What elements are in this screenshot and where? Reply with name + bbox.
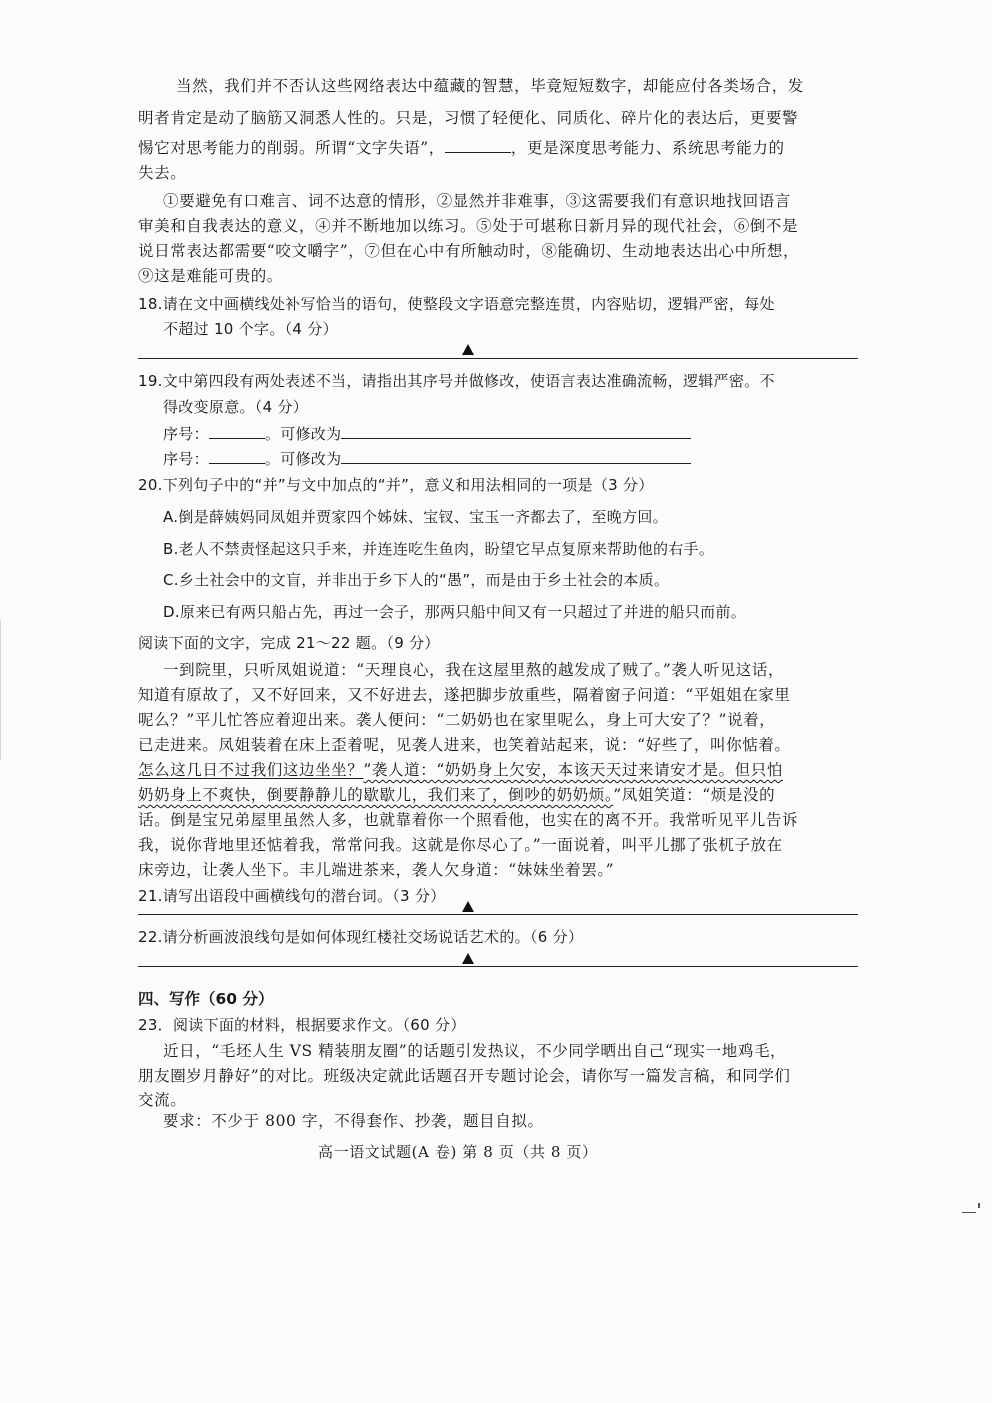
- underlined-sentence: 怎么这几日不过我们这边坐坐？: [138, 761, 364, 779]
- reading-line: 一到院里，只听凤姐说道：“天理良心，我在这屋里熬的越发成了贼了。”袭人听见这话，: [163, 661, 785, 679]
- wavy-sentence: ”袭人道：“奶奶身上欠安，本该天天过来请安才是。但只怕: [363, 761, 783, 779]
- question-18-points: 不超过 10 个字。（4 分）: [163, 320, 338, 338]
- passage-line: ⑨这是难能可贵的。: [138, 267, 283, 285]
- reading-line: 话。倒是宝兄弟屋里虽然人多，也就靠着你一个照看他，也实在的离不开。我常听见平儿告诉: [138, 811, 799, 829]
- passage-line: 审美和自我表达的意义，④并不断地加以练习。⑤处于可堪称日新月异的现代社会，⑥倒不是: [138, 217, 799, 235]
- answer-row: 序号： 。可修改为: [163, 423, 691, 445]
- reading-line: 呢么？”平儿忙答应着迎出来。袭人便问：“二奶奶也在家里呢么，身上可大安了？”说着，: [138, 711, 776, 729]
- question-21: 21.请写出语段中画横线句的潜台词。（3 分）: [138, 887, 446, 905]
- reading-line: 我，说你背地里还惦着我，常常问我。这就是你尽心了。”一面说着，叫平儿挪了张杌子放在: [138, 836, 783, 854]
- section-heading: 四、写作（60 分）: [138, 990, 274, 1008]
- answer-marker-icon: [462, 344, 474, 355]
- answer-line: [138, 358, 858, 359]
- fill-blank: [445, 138, 511, 153]
- answer-line: [138, 966, 858, 967]
- page-footer: 高一语文试题(A 卷) 第 8 页（共 8 页）: [318, 1143, 598, 1161]
- question-19: 19.文中第四段有两处表述不当，请指出其序号并做修改，使语言表达准确流畅，逻辑严密。不: [138, 372, 775, 390]
- option-d: D.原来已有两只船占先，再过一会子，那两只船中间又有一只超过了并进的船只而前。: [163, 603, 747, 621]
- passage-line: 当然，我们并不否认这些网络表达中蕴藏的智慧，毕竟短短数字，却能应付各类场合，发: [176, 77, 804, 95]
- answer-line: [138, 914, 858, 915]
- material-line: 朋友圈岁月静好”的对比。班级决定就此话题召开专题讨论会，请你写一篇发言稿，和同学们: [138, 1067, 791, 1085]
- answer-marker-icon: [462, 901, 474, 912]
- answer-row: 序号： 。可修改为: [163, 448, 691, 470]
- passage-line: ①要避免有口难言、词不达意的情形，②显然并非难事，③这需要我们有意识地找回语言: [163, 192, 791, 210]
- scan-edge: [0, 620, 1, 760]
- passage-line: 说日常表达都需要“咬文嚼字”，⑦但在心中有所触动时，⑧能确切、生动地表达出心中所想，: [138, 242, 800, 260]
- reading-line: 知道有原故了，又不好回来，又不好进去，遂把脚步放重些，隔着窗子问道：“平姐姐在家里: [138, 686, 791, 704]
- option-a: A.倒是薛姨妈同凤姐并贾家四个姊妹、宝钗、宝玉一齐都去了，至晚方回。: [163, 508, 668, 526]
- fill-blank: [209, 449, 265, 464]
- passage-line: 明者肯定是动了脑筋又洞悉人性的。只是，习惯了轻便化、同质化、碎片化的表达后，更要警: [138, 109, 799, 127]
- fill-blank: [341, 424, 691, 439]
- question-18: 18.请在文中画横线处补写恰当的语句，使整段文字语意完整连贯，内容贴切，逻辑严密，每处: [138, 295, 775, 313]
- reading-line: 已走进来。凤姐装着在床上歪着呢，见袭人进来，也笑着站起来，说：“好些了，叫你惦着。: [138, 736, 791, 754]
- reading-line: [138, 759, 783, 781]
- question-23: 23．阅读下面的材料，根据要求作文。（60 分）: [138, 1016, 466, 1034]
- material-line: 近日，“毛坯人生 VS 精装朋友圈”的话题引发热议，不少同学晒出自己“现实一地鸡毛，: [163, 1042, 787, 1060]
- wavy-sentence: 奶奶身上不爽快，倒要静静儿的歇歇儿，我们来了，倒吵的奶奶烦。: [138, 786, 614, 804]
- reading-line: 奶奶身上不爽快，倒要静静儿的歇歇儿，我们来了，倒吵的奶奶烦。”凤姐笑道：“烦是没的: [138, 786, 776, 804]
- option-c: C.乡土社会中的文盲，并非出于乡下人的“愚”，而是由于乡土社会的本质。: [163, 571, 670, 589]
- scan-mark: [962, 1212, 976, 1213]
- scan-mark: [978, 1203, 980, 1208]
- fill-blank: [209, 424, 265, 439]
- question-22: 22.请分析画波浪线句是如何体现红楼社交场说话艺术的。（6 分）: [138, 928, 584, 946]
- question-20: 20.下列句子中的“并”与文中加点的“并”，意义和用法相同的一项是（3 分）: [138, 476, 654, 494]
- answer-marker-icon: [462, 953, 474, 964]
- reading-line: 床旁边，让袭人坐下。丰儿端进茶来，袭人欠身道：“妹妹坐着罢。”: [138, 861, 615, 879]
- passage-line: 失去。: [138, 164, 187, 182]
- fill-blank: [341, 449, 691, 464]
- reading-intro: 阅读下面的文字，完成 21～22 题。（9 分）: [138, 634, 440, 652]
- question-19-points: 得改变原意。（4 分）: [163, 398, 309, 416]
- material-line: 交流。: [138, 1091, 187, 1109]
- passage-line: 惕它对思考能力的削弱。所谓“文字失语”， ，更是深度思考能力、系统思考能力的: [138, 139, 785, 157]
- option-b: B.老人不禁责怪起这只手来，并连连吃生鱼肉，盼望它早点复原来帮助他的右手。: [163, 540, 715, 558]
- writing-requirement: 要求：不少于 800 字，不得套作、抄袭，题目自拟。: [163, 1112, 544, 1130]
